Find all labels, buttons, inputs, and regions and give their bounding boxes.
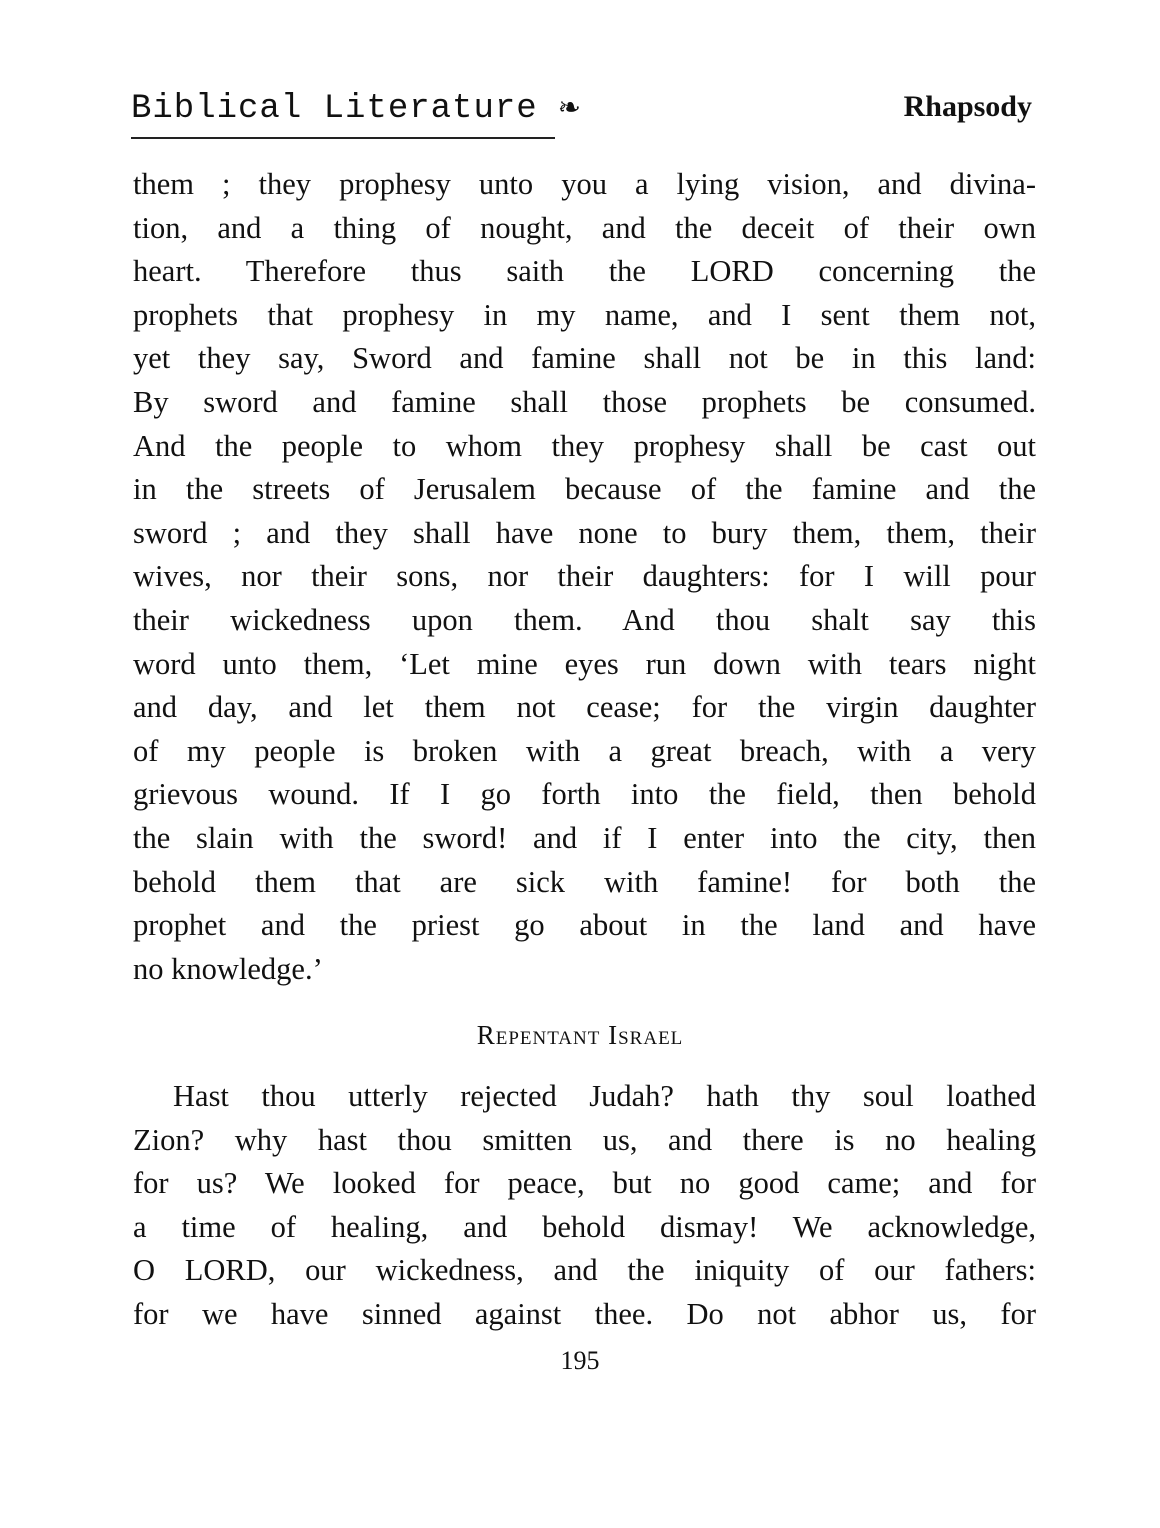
text-line: prophet and the priest go about in the land and have (133, 908, 1036, 943)
running-header-title (131, 86, 581, 128)
page-number: 195 (560, 1346, 600, 1375)
text-line: of my people is broken with a great breach, with a very (133, 733, 1036, 768)
text-line: their wickedness upon them. And thou shalt say this (133, 602, 1036, 637)
text-line: tion, and a thing of nought, and the deceit of their own (133, 210, 1036, 245)
header-rule (131, 137, 555, 139)
text-line: prophets that prophesy in my name, and I sent them not, (133, 297, 1036, 332)
text-line: for we have sinned against thee. Do not abhor us, for (133, 1296, 1036, 1331)
text-line: Zion? why hast thou smitten us, and there is no healing (133, 1122, 1036, 1157)
fleuron-ornament-icon: ❧ (559, 90, 581, 128)
paragraph-1 (133, 163, 1036, 991)
text-line: By sword and famine shall those prophets be consumed. (133, 384, 1036, 419)
running-header-section: Rhapsody (903, 90, 1032, 123)
header-title-text: Biblical Literature (131, 90, 538, 128)
text-line: for us? We looked for peace, but no good came; and for (133, 1166, 1036, 1201)
text-line: yet they say, Sword and famine shall not be in this land: (133, 341, 1036, 376)
text-line: in the streets of Jerusalem because of the famine and the (133, 472, 1036, 507)
text-line: and day, and let them not cease; for the virgin daughter (133, 690, 1036, 725)
text-line: behold them that are sick with famine! for both the (133, 864, 1036, 899)
text-line: O LORD, our wickedness, and the iniquity of our fathers: (133, 1253, 1036, 1288)
text-line: Hast thou utterly rejected Judah? hath thy soul loathed (173, 1079, 1036, 1113)
text-line: them ; they prophesy unto you a lying vision, and divina- (133, 167, 1036, 201)
text-line: no knowledge.’ (133, 951, 323, 986)
text-line: a time of healing, and behold dismay! We acknowledge, (133, 1209, 1036, 1244)
text-line: heart. Therefore thus saith the LORD concerning the (133, 254, 1036, 289)
paragraph-2 (133, 1075, 1036, 1337)
section-heading: Repentant Israel (476, 1020, 684, 1050)
text-line: And the people to whom they prophesy shall be cast out (133, 428, 1036, 463)
text-line: sword ; and they shall have none to bury them, them, their (133, 515, 1036, 550)
text-line: word unto them, ‘Let mine eyes run down with tears night (133, 646, 1036, 681)
text-line: the slain with the sword! and if I enter into the city, then (133, 820, 1036, 855)
text-line: wives, nor their sons, nor their daughters: for I will pour (133, 559, 1036, 594)
text-line: grievous wound. If I go forth into the field, then behold (133, 777, 1036, 812)
